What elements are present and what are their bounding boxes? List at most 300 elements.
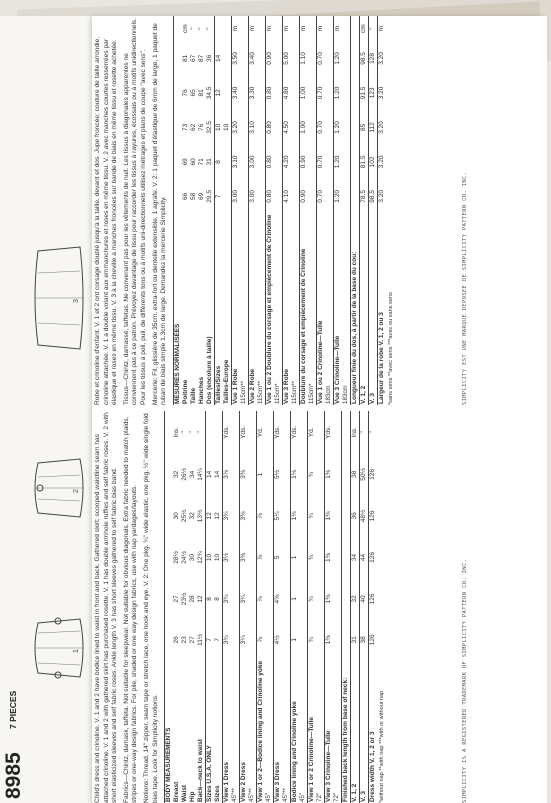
table-row xyxy=(173,411,181,803)
cell: 76 xyxy=(181,89,189,97)
fabric-width: 45"** xyxy=(248,788,256,802)
cell: 1⅛ xyxy=(291,495,308,537)
table-row xyxy=(316,16,333,405)
unit: Yds. xyxy=(291,411,308,454)
row-label: Breast xyxy=(173,781,181,802)
english-fabrics: Fabrics—Chintz, damask, taffeta. Not suitable for sleepwear. Not suitable for obvious diagonals. Extra fabric needed to match plaids, stripes or one-way design fabrics. For pile, shaded or one way design fabrics, use with nap yardages/layouts. xyxy=(122,416,139,803)
table-row xyxy=(223,16,232,405)
cell: 98.5 xyxy=(368,179,377,213)
row-label xyxy=(231,214,248,405)
cell: 3⅜ xyxy=(240,454,257,496)
cell: 81 xyxy=(181,54,189,63)
unit: Yd. xyxy=(308,411,325,454)
cell: 12 xyxy=(197,595,205,603)
cell: 0.80 xyxy=(265,110,282,144)
cell: 3.10 xyxy=(231,145,248,179)
cell: 7 xyxy=(206,620,215,660)
cell: 28 xyxy=(189,595,197,603)
cell: 1 xyxy=(291,620,308,660)
cell: 4.20 xyxy=(282,145,299,179)
cell: 3.00 xyxy=(248,179,265,213)
cell: 34.5 xyxy=(205,86,213,100)
cell: 4.10 xyxy=(282,179,299,213)
pattern-back-page xyxy=(92,16,547,803)
cell: 13½ xyxy=(197,509,205,523)
row-label: Poitrine xyxy=(181,379,189,404)
cell: 1.20 xyxy=(333,41,350,75)
english-finished-header: Finished back length from base of neck: xyxy=(342,411,351,803)
unit: Yds. xyxy=(223,411,240,454)
cell: 1⅜ xyxy=(325,537,342,579)
table-row xyxy=(231,16,248,405)
cell: 67 xyxy=(189,54,197,63)
unit: " xyxy=(197,431,205,434)
table-row xyxy=(308,411,325,803)
english-body-table xyxy=(164,411,377,803)
table-row xyxy=(265,16,282,405)
cell: 1.20 xyxy=(333,76,350,110)
unit: Ins. xyxy=(173,427,181,438)
unit: " xyxy=(197,27,205,30)
row-label-text: Vue 1 ou 2 Doublure du corsage et empiècement de Crinoline xyxy=(265,214,273,404)
cell: 38 xyxy=(351,454,360,496)
cell: 38 xyxy=(360,620,369,660)
row-label-text: View 3 Crinoline—Tulle xyxy=(325,730,333,802)
fabric-width: 115cm** xyxy=(290,381,298,404)
row-label xyxy=(223,660,240,803)
row-label-text: V. 3 xyxy=(360,791,368,802)
cell: 0.90 xyxy=(265,41,282,75)
cell: 3.20 xyxy=(231,110,248,144)
fabric-width: 183cm xyxy=(324,385,332,404)
cell: 73 xyxy=(181,123,189,132)
cell: 10 xyxy=(222,123,230,132)
cell: 3.40 xyxy=(248,41,265,75)
cell: 1.20 xyxy=(333,179,350,213)
cell: 34 xyxy=(351,537,360,579)
unit: " xyxy=(368,16,377,41)
unit: Yds. xyxy=(240,411,257,454)
cell: 76 xyxy=(197,123,205,132)
table-row xyxy=(240,411,257,803)
cell: 0.80 xyxy=(265,76,282,110)
cell: 0.70 xyxy=(316,76,333,110)
cell: 1.20 xyxy=(333,145,350,179)
cell: 91.5 xyxy=(359,76,368,110)
fabric-width: 45" xyxy=(265,792,273,802)
cell: 1⅜ xyxy=(325,454,342,496)
cell: 27 xyxy=(189,636,197,644)
french-footnote: *sans sens **avec sens ***avec ou sans sens xyxy=(387,292,394,405)
table-row xyxy=(248,16,265,405)
cell: 123 xyxy=(368,76,377,110)
english-yardage-rows xyxy=(223,411,342,803)
french-tissus: Tissus—Chintz, damassé, taffetas. Ne convenant pas pour les vêtements de nuit. Les tissus à diagonales apparentes ne conviennent pas à ce patron. Prévoyez davantage de tissu pour raccorder les tissus à rayures, écossais ou à motifs unidirectionnels. Pour les tissus à poil, puil, de différents tons ou à motifs uni-directionnels utilisez métrages et plans de coupe "avec sens". xyxy=(122,17,147,405)
cell: 0.80 xyxy=(265,179,282,213)
english-column xyxy=(92,411,547,803)
cell: 31 xyxy=(205,158,213,166)
cell: 36 xyxy=(351,495,360,537)
cell: 4½ xyxy=(274,620,291,660)
cell: 44 xyxy=(360,537,369,579)
table-row xyxy=(377,16,386,405)
table-row xyxy=(291,411,308,803)
cell: 5.00 xyxy=(282,41,299,75)
cell: 5¼ xyxy=(274,495,291,537)
cell: 58 xyxy=(189,192,197,200)
cell: ¾ xyxy=(308,537,325,579)
cell: 7 xyxy=(214,638,222,642)
cell: 3.00 xyxy=(231,179,248,213)
row-label xyxy=(257,660,274,803)
row-label xyxy=(351,660,360,803)
page-rotated-content xyxy=(92,16,547,803)
cell xyxy=(223,76,232,110)
cell: 1 xyxy=(257,454,274,496)
cell: 0.90 xyxy=(299,145,316,179)
cell: 3¼ xyxy=(240,620,257,660)
cell: ¾ xyxy=(308,495,325,537)
cell: 28½ xyxy=(173,551,181,564)
cell: 81 xyxy=(197,89,205,97)
cell xyxy=(223,145,232,179)
cell: 98.5 xyxy=(359,41,368,75)
row-label xyxy=(308,660,325,803)
cell: 3½ xyxy=(223,537,240,579)
cell: 3.20 xyxy=(377,110,386,144)
cell: 12 xyxy=(214,76,223,110)
fabric-width: 115cm** xyxy=(239,381,247,404)
unit: " xyxy=(369,411,378,454)
unit: Yds. xyxy=(325,411,342,454)
french-column xyxy=(92,16,547,405)
cell: 69 xyxy=(197,192,205,200)
row-label-text: View 1 or 2—Bodice lining and Crinoline yoke xyxy=(257,660,265,802)
table-row xyxy=(325,411,342,803)
cell: 1⅜ xyxy=(325,578,342,620)
cell: 1⅜ xyxy=(325,620,342,660)
row-label: Sizes xyxy=(214,785,222,802)
unit: " xyxy=(360,411,369,454)
unit: m xyxy=(248,16,265,41)
cell: 14 xyxy=(206,454,215,496)
cell: 30 xyxy=(189,553,197,562)
unit: Yd. xyxy=(257,411,274,454)
table-row xyxy=(299,16,316,405)
cell: 12 xyxy=(206,495,215,537)
unit: m xyxy=(265,16,282,41)
row-label: Sizes U.S.A. ONLY xyxy=(206,660,215,803)
pattern-number: 8985 xyxy=(2,752,25,799)
table-row xyxy=(282,16,299,405)
french-body-header: MESURES NORMALISEES xyxy=(173,16,182,405)
unit: m xyxy=(377,16,386,41)
cell: 0.70 xyxy=(316,145,333,179)
cell: 50½ xyxy=(360,454,369,496)
pattern-number-strip xyxy=(0,16,93,803)
cell: 12¾ xyxy=(197,551,205,564)
english-finished-rows xyxy=(351,411,378,803)
row-label xyxy=(248,214,265,405)
row-label: Tailles/Sizes xyxy=(214,214,223,405)
row-label xyxy=(299,214,316,405)
table-row xyxy=(368,16,377,405)
cell: 23 xyxy=(181,636,189,644)
row-label xyxy=(291,660,308,803)
cell: 14¼ xyxy=(197,468,205,481)
cell: 128 xyxy=(368,41,377,75)
row-label-text: Vue 1 ou 2 Crinoline—Tulle xyxy=(316,320,324,404)
cell: 1.10 xyxy=(299,41,316,75)
row-label: Waist xyxy=(181,784,189,802)
cell: 24½ xyxy=(181,551,189,564)
row-label xyxy=(369,660,378,803)
table-row xyxy=(359,16,368,405)
view-3-sketch-icon xyxy=(30,243,88,353)
cell: 65 xyxy=(189,89,197,97)
unit: " xyxy=(181,431,189,434)
row-label xyxy=(325,660,342,803)
cell: 3⅜ xyxy=(240,495,257,537)
row-label-text: V. 3 xyxy=(368,393,376,404)
table-row xyxy=(274,411,291,803)
cell: 3.40 xyxy=(231,76,248,110)
cell: 102 xyxy=(368,145,377,179)
unit xyxy=(223,16,232,41)
cell: 78.5 xyxy=(359,179,368,213)
english-copyright: SIMPLICITY IS A REGISTERED TRADEMARK OF SIMPLICITY PATTERN CO. INC. xyxy=(462,558,468,803)
cell: 85 xyxy=(359,110,368,144)
cell: 3.30 xyxy=(248,76,265,110)
cell: 32 xyxy=(173,470,181,478)
fabric-width: 72" xyxy=(316,792,324,802)
english-body-header: BODY MEASUREMENTS xyxy=(165,411,174,803)
row-label xyxy=(333,214,350,405)
row-label xyxy=(377,214,386,405)
cell: 1.00 xyxy=(299,76,316,110)
cell: 48½ xyxy=(360,495,369,537)
cell: ⅞ xyxy=(257,578,274,620)
table-row xyxy=(189,411,197,803)
cell: 3.50 xyxy=(231,41,248,75)
cell: 40 xyxy=(360,578,369,620)
cell: 32 xyxy=(351,578,360,620)
unit: m xyxy=(333,16,350,41)
unit: Ins. xyxy=(351,411,360,454)
unit: " xyxy=(205,27,213,30)
row-label-text: Vue 3 Robe xyxy=(282,368,290,404)
cell: 1⅛ xyxy=(291,454,308,496)
row-label xyxy=(282,214,299,405)
cell: 10 xyxy=(214,110,223,144)
row-label: Hanches xyxy=(197,376,205,404)
cell: 0.80 xyxy=(265,145,282,179)
row-label-text: View 3 Dress xyxy=(274,762,282,802)
row-label-text: Vue 2 Robe xyxy=(248,368,256,404)
cell: 36 xyxy=(205,54,213,63)
unit: cm xyxy=(359,16,368,41)
cell: ⅞ xyxy=(257,620,274,660)
unit: m xyxy=(299,16,316,41)
row-label: Hip xyxy=(189,791,197,802)
english-notions: Notions: Thread, 14" zipper, seam tape or stretch lace, one hook and eye. V. 2: One pkg. ¼" wide elastic, one pkg. ½" wide single fold bias tape. Look for Simplicity notions. xyxy=(142,413,159,803)
cell: 0.70 xyxy=(316,110,333,144)
cell: 4⅝ xyxy=(274,578,291,620)
cell: 14 xyxy=(214,470,222,478)
french-mercerie: Mercerie: Fil, glissière de 35cm, extra-fort ou dentelle extensible, 1 agrafe. V. 2: 1 paquet d'élastique de 6mm de large, 1 paquet de ruban de biais simple 1.3cm de large. Demandez la mercerie Simplicity. xyxy=(151,23,168,405)
cell: 14 xyxy=(214,41,223,75)
cell: 112 xyxy=(368,110,377,144)
fabric-width: 183cm xyxy=(341,385,349,404)
cell: 126 xyxy=(369,620,378,660)
row-label-text: Vue 1 Robe xyxy=(231,368,239,404)
row-label-text: View 1 or 2 Crinoline—Tulle xyxy=(308,716,316,802)
cell: 12 xyxy=(214,512,222,520)
view-2-number: 2 xyxy=(73,489,80,493)
french-yardage-rows xyxy=(231,16,350,405)
cell: 4.80 xyxy=(282,76,299,110)
fabric-width: 115cm* xyxy=(273,383,281,404)
cell: 3⅞ xyxy=(223,454,240,496)
cell: 0.70 xyxy=(316,179,333,213)
table-row xyxy=(206,16,215,405)
view-3-number: 3 xyxy=(73,299,80,303)
cell: 8 xyxy=(214,597,222,601)
french-finished-rows xyxy=(359,16,386,405)
table-row xyxy=(206,411,215,803)
cell: ⅞ xyxy=(257,495,274,537)
cell: 69 xyxy=(181,158,189,166)
row-label: Tailles-Europe xyxy=(222,359,230,404)
cell: 3.20 xyxy=(377,145,386,179)
cell: 5 xyxy=(274,537,291,579)
cell: 25½ xyxy=(181,509,189,523)
row-label-text: V. 1, 2 xyxy=(359,385,367,404)
cell: 32 xyxy=(189,512,197,520)
cell: 0.70 xyxy=(316,41,333,75)
row-label-text: Vue 3 Crinoline—Tulle xyxy=(333,335,341,404)
row-label-text: Dress width V. 1, 2 or 3 xyxy=(369,731,377,802)
table-row xyxy=(190,16,198,405)
cell: 7 xyxy=(214,179,223,213)
view-2-sketch-icon xyxy=(30,453,88,523)
cell: 126 xyxy=(369,495,378,537)
row-label: Dos (encolure à taille) xyxy=(205,336,213,404)
cell: 1.00 xyxy=(299,110,316,144)
cell: 34 xyxy=(189,470,197,478)
french-copyright: SIMPLICITY EST UNE MARQUE DEPOSEE DE SIMPLICITY PATTERN CO. INC. xyxy=(462,171,468,405)
english-footnote: *without nap **with nap ***with or without nap xyxy=(379,690,386,803)
cell: ¾ xyxy=(308,620,325,660)
pieces-count: 7 PIECES xyxy=(8,690,18,729)
fabric-width: 45"** xyxy=(231,788,239,802)
table-row xyxy=(198,16,206,405)
unit: Yds. xyxy=(274,411,291,454)
cell: 29.5 xyxy=(205,190,213,203)
cell: 1⅜ xyxy=(325,495,342,537)
unit: m xyxy=(282,16,299,41)
cell: 0.90 xyxy=(299,179,316,213)
cell: 10 xyxy=(214,553,222,562)
cell: 81.5 xyxy=(359,145,368,179)
cell: ¾ xyxy=(308,454,325,496)
row-label: Back—neck to waist xyxy=(197,739,205,802)
unit xyxy=(206,411,215,454)
unit: " xyxy=(189,431,197,434)
cell: 31 xyxy=(351,620,360,660)
unit: m xyxy=(316,16,333,41)
unit: " xyxy=(189,27,197,30)
cell: 62 xyxy=(189,123,197,132)
cell: 1 xyxy=(291,537,308,579)
fabric-width: 115cm* xyxy=(307,383,315,404)
row-label-text: View 2 Dress xyxy=(240,762,248,802)
table-row xyxy=(333,16,350,405)
cell: 126 xyxy=(369,578,378,620)
row-label xyxy=(368,214,377,405)
table-row xyxy=(197,411,206,803)
row-label-text: Largeur de la robe V. 1, 2 ou 3 xyxy=(377,312,385,404)
table-row xyxy=(369,411,378,803)
cell: 60 xyxy=(189,158,197,166)
cell xyxy=(223,179,232,213)
cell: 3.00 xyxy=(248,145,265,179)
cell: 11½ xyxy=(197,633,205,646)
cell: 8 xyxy=(214,145,223,179)
cell: 3¾ xyxy=(223,578,240,620)
unit: m xyxy=(231,16,248,41)
cell: 66 xyxy=(181,192,189,200)
row-label-text: V. 1, 2 xyxy=(351,783,359,802)
english-intro: Child's dress and crinoline. V. 1 and 2 have bodice lined to waist in front and back. Gathered skirt; scooped waistline seam has attached crinoline. V. 1 and 2 with gathered skirt has purchased rosette. V. 1 has double armhole ruffles and self fabric roses. V. 2 with short elasticized sleeves and self fabric roses. Ankle length V. 3 has short sleeves gathered to self fabric bias band. xyxy=(94,412,119,803)
unit: cm xyxy=(181,24,189,33)
cell: 23½ xyxy=(181,592,189,606)
table-row xyxy=(182,16,190,405)
cell xyxy=(223,41,232,75)
cell: 26½ xyxy=(181,468,189,481)
cell: 26 xyxy=(173,636,181,644)
row-label xyxy=(359,214,368,405)
french-intro: Robe et crinoline d'enfant. V. 1 et 2 ont corsage doublé jusqu'à la taille, devant et dos. Jupe froncée; couture de taille arrondie, crinoline attachée. V. 1 a double volant aux emmanchures et roses en même tissu. V. 2 avec manches courtes resserrées par élastique et roses en même tissu. V. 3 à la cheville a manches froncées sur bande de biais en même tissu et rosette achetée. xyxy=(94,36,119,405)
cell: 1.20 xyxy=(333,110,350,144)
cell: 126 xyxy=(369,454,378,496)
french-body-table xyxy=(173,16,386,405)
table-row xyxy=(214,411,223,803)
fabric-width: 72" xyxy=(333,792,341,802)
row-label-text: Doublure du corsage et empiècement de Crinoline xyxy=(299,248,307,404)
table-row xyxy=(360,411,369,803)
row-label xyxy=(274,660,291,803)
table-row xyxy=(214,16,223,405)
fabric-width: 45"** xyxy=(282,788,290,802)
row-label xyxy=(240,660,257,803)
fabric-width: 45" xyxy=(299,792,307,802)
unit xyxy=(214,16,223,41)
row-label-text: View 1 Dress xyxy=(223,762,231,802)
table-row xyxy=(257,411,274,803)
cell: ⅞ xyxy=(257,537,274,579)
table-row xyxy=(351,411,360,803)
cell: 3.20 xyxy=(377,179,386,213)
cell: 126 xyxy=(369,537,378,579)
cell: 4.50 xyxy=(282,110,299,144)
cell: 5½ xyxy=(274,454,291,496)
row-label xyxy=(265,214,282,405)
fabric-width: 115cm** xyxy=(256,381,264,404)
cell: 3¾ xyxy=(223,620,240,660)
cell: 71 xyxy=(197,158,205,166)
view-1-number: 1 xyxy=(73,649,80,653)
